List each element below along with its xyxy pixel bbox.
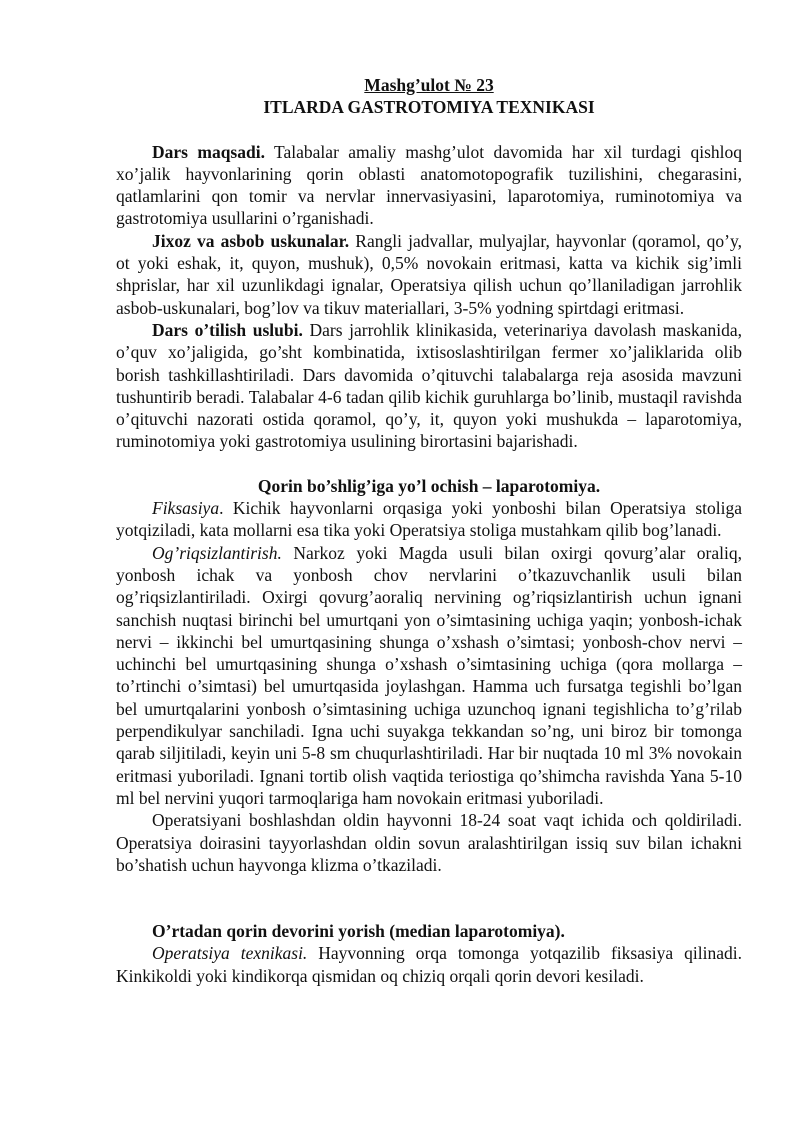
section-heading-laparotomy: Qorin bo’shlig’iga yo’l ochish – laparotomiya. [257, 475, 601, 496]
section-heading-median-laparotomy: O’rtadan qorin devorini yorish (median laparotomiya). [152, 921, 565, 942]
fixation-text: . Kichik hayvonlarni orqasiga yoki yonboshi bilan Operatsiya stoliga yotqiziladi, kata mollarni esa tika yoki Operatsiya stoliga mustahkam qilib bog’lanadi. [116, 498, 742, 541]
paragraph-technique [116, 942, 742, 987]
paragraph-equipment [116, 230, 742, 319]
method-text: Dars jarrohlik klinikasida, veterinariya davolash maskanida, o’quv xo’jaligida, go’sht kombinatida, ixtisoslashtirilgan fermer xo’jaliklarida olib borish tashkillashtiriladi. Dars davomida o’qituvchi talabalarga reja asosida mavzuni tushuntirib beradi. Talabalar 4-6 tadan qilib kichik guruhlarga bo’linib, mustaqil ravishda o’qituvchi nazorati ostida qoramol, qo’y, it, quyon yoki mushukda – laparotomiya, ruminotomiya yoki gastrotomiya usulining birortasini bajarishadi. [116, 319, 742, 452]
paragraph-fixation [116, 497, 742, 542]
technique-lead: Operatsiya texnikasi. [152, 943, 308, 964]
paragraph-preparation: Operatsiyani boshlashdan oldin hayvonni 18-24 soat vaqt ichida och qoldiriladi. Operatsiya doirasini tayyorlashdan oldin sovun aralashtirilgan issiq suv bilan ichakni bo’shatish uchun hayvonga klizma o’tkaziladi. [116, 810, 742, 875]
equipment-lead: Jixoz va asbob uskunalar. [152, 230, 350, 251]
spacer [116, 119, 742, 141]
technique-text: Hayvonning orqa tomonga yotqazilib fiksasiya qilinadi. Kinkikoldi yoki kindikorqa qismidan oq chiziq orqali qorin devori kesiladi. [116, 943, 742, 986]
spacer [116, 876, 742, 920]
anesthesia-text: Narkoz yoki Magda usuli bilan oxirgi qovurg’alar oraliq, yonbosh ichak va yonbosh chov nervlarini o’tkazuvchanlik usuli bilan og’riqsizlantiriladi. Oxirgi qovurg’aoraliq nervining og’riqsizlantirish uchun ignani sanchish nuqtasi birinchi bel umurtqani yon o’simtasining uchiga yaqin; yonbosh-ichak nervi – ikkinchi bel umurtqasining shunga o’xshash o’simtasi; yonbosh-chov nervi – uchinchi bel umurtqasining shunga o’xshash o’simtasining uchiga (qora mollarga – to’rtinchi o’simtasi) bel umurtqasida joylashgan. Hamma uch fursatga tegishli bo’lgan bel umurtqalarini yonbosh o’simtasining uchiga uzunchoq ignani tegishlicha to’g’rilab perpendikulyar sanchiladi. Igna uchi suyakga tekkandan so’ng, uni biroz bir tomonga qarab siljitiladi, keyin uni 5-8 sm chuqurlashtiriladi. Har bir nuqtada 10 ml 3% novokain eritmasi yuboriladi. Ignani tortib olish vaqtida teriostiga qo’shimcha ravishda Yana 5-10 ml bel nervini yuqori tarmoqlariga ham novokain eritmasi yuboriladi. [116, 542, 742, 808]
anesthesia-lead: Og’riqsizlantirish. [152, 542, 282, 563]
objective-lead: Dars maqsadi. [152, 141, 265, 162]
spacer [116, 453, 742, 475]
objective-text: Talabalar amaliy mashg’ulot davomida har xil turdagi qishloq xo’jalik hayvonlarining qorin oblasti anatomotopografik tuzilishini, chegarasini, qatlamlarini qon tomir va nervlar innervasiyasini, laparotomiya, ruminotomiya va gastrotomiya usullarini o’rganishadi. [116, 141, 742, 229]
paragraph-anesthesia [116, 542, 742, 810]
fixation-lead: Fiksasiya [152, 498, 220, 519]
lesson-number-title: Mashg’ulot № 23 [364, 75, 494, 95]
paragraph-objective [116, 141, 742, 230]
lesson-topic-title: ITLARDA GASTROTOMIYA TEXNIKASI [263, 97, 595, 118]
paragraph-method [116, 319, 742, 453]
equipment-text: Rangli jadvallar, mulyajlar, hayvonlar (qoramol, qo’y, ot yoki eshak, it, quyon, mushuk), 0,5% novokain eritmasi, katta va kichik sig’imli shprislar, har xil uzunlikdagi ignalar, Operatsiya qilish uchun qo’llaniladigan jarrohlik asbob-uskunalari, bog’lov va tikuv materiallari, 3-5% yodning spirtdagi eritmasi. [116, 230, 743, 318]
method-lead: Dars o’tilish uslubi. [152, 319, 303, 340]
